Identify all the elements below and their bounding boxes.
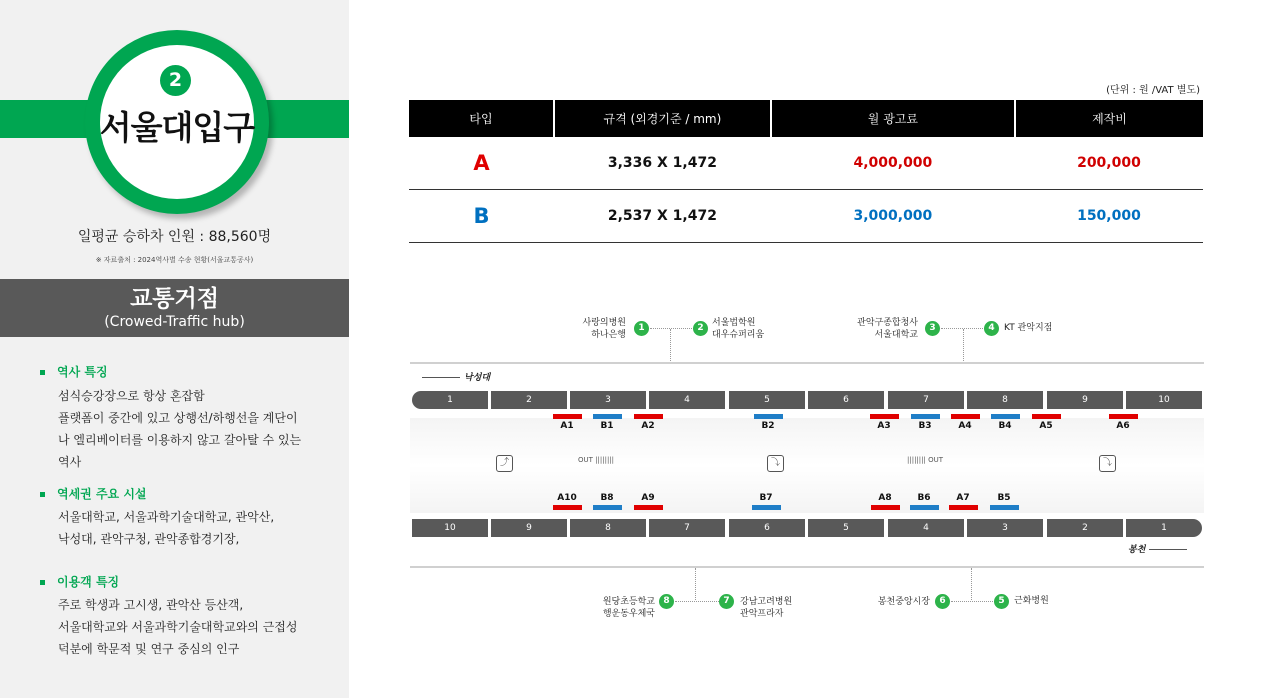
train-car: 9 [491,519,567,537]
exit-8-label: 원당초등학교 행운동우체국 [602,597,655,619]
exit-3-icon: 3 [925,321,940,336]
train-car: 3 [570,391,646,409]
train-car: 2 [491,391,567,409]
escalator-icon: ⤵ [767,455,784,472]
train-car: 6 [729,519,805,537]
train-car: 2 [1047,519,1123,537]
daily-riders: 일평균 승하차 인원 : 88,560명 [77,229,272,245]
train-car: 5 [808,519,884,537]
exit-2-icon: 2 [693,321,708,336]
ad-position-label: B7 [759,493,773,503]
type-cell: B [409,190,554,243]
exit-2-label: 서울법학원 대우슈퍼리움 [712,318,765,340]
ad-position-label: B3 [918,421,932,431]
col-header: 월 광고료 [771,100,1015,137]
exit-7-label: 강남고려병원 관악프라자 [740,597,793,619]
train-car: 4 [649,391,725,409]
ad-position-marker [593,414,622,419]
col-header: 제작비 [1015,100,1203,137]
train-car: 5 [729,391,805,409]
ad-position-marker [754,414,783,419]
ad-position-marker [949,505,978,510]
ad-position-marker [870,414,899,419]
exit-8-icon: 8 [659,594,674,609]
station-info-panel [0,0,349,698]
ad-position-label: B6 [917,493,931,503]
ad-position-marker [752,505,781,510]
exit-4-icon: 4 [984,321,999,336]
ad-position-label: A7 [956,493,970,503]
exit-1-icon: 1 [634,321,649,336]
exit-7-icon: 7 [719,594,734,609]
section-heading: 역세권 주요 시설 [40,485,147,502]
direction-top: 낙성대 [422,372,502,384]
hub-title: 교통거점 [130,286,219,312]
ad-position-marker [991,414,1020,419]
monthly-fee-cell: 4,000,000 [771,137,1015,190]
hub-banner [0,279,349,337]
escalator-icon: ⤵ [1099,455,1116,472]
ad-position-label: B2 [761,421,775,431]
ad-position-label: A1 [560,421,574,431]
ad-position-marker [634,505,663,510]
production-cost-cell: 200,000 [1015,137,1203,190]
ad-position-marker [593,505,622,510]
train-car: 10 [1126,391,1202,409]
price-table [409,100,1203,243]
section-body: 서울대학교, 서울과학기술대학교, 관악산, 낙성대, 관악구청, 관악종합경기장, [58,510,275,546]
ad-position-label: A4 [958,421,972,431]
ad-position-label: A5 [1039,421,1053,431]
ad-position-marker [990,505,1019,510]
train-car: 8 [570,519,646,537]
ad-position-marker [951,414,980,419]
ad-position-label: A6 [1116,421,1130,431]
train-car: 7 [888,391,964,409]
col-header: 규격 (외경기준 / mm) [554,100,771,137]
size-cell: 2,537 X 1,472 [554,190,771,243]
exit-gate: |||||||| OUT [907,456,944,464]
ad-position-label: A2 [641,421,655,431]
exit-4-label: KT 관악지점 [1004,323,1053,333]
stairs-icon: ⤴ [496,455,513,472]
exit-5-icon: 5 [994,594,1009,609]
ad-position-label: B5 [997,493,1011,503]
ad-position-label: B1 [600,421,614,431]
ad-position-marker [911,414,940,419]
exit-6-label: 봉천중앙시장 [877,597,930,607]
train-car: 3 [967,519,1043,537]
ad-position-marker [1032,414,1061,419]
ad-position-label: B4 [998,421,1012,431]
ad-position-marker [553,505,582,510]
platform-diagram [410,290,1204,630]
ad-position-marker [910,505,939,510]
hub-subtitle: (Crowed-Traffic hub) [104,314,245,330]
exit-gate: OUT |||||||| [578,456,615,464]
ad-position-label: B8 [600,493,614,503]
exit-1-label: 사랑의병원 하나은행 [582,318,626,340]
ad-position-label: A9 [641,493,655,503]
train-car: 1 [412,391,488,409]
col-header: 타입 [409,100,554,137]
direction-bottom: 봉천 [1128,544,1208,556]
section-body: 주로 학생과 고시생, 관악산 등산객, 서울대학교와 서울과학기술대학교와의 근접성 덕분에 학문적 및 연구 중심의 인구 [58,598,298,656]
production-cost-cell: 150,000 [1015,190,1203,243]
station-name: 서울대입구 [99,108,255,147]
train-car: 4 [888,519,964,537]
ad-position-label: A10 [557,493,577,503]
data-source-note: ※ 자료출처 : 2024역사별 수송 현황(서울교통공사) [95,256,254,264]
train-car: 6 [808,391,884,409]
train-car: 8 [967,391,1043,409]
ad-position-label: A3 [877,421,891,431]
section-heading: 역사 특징 [40,363,108,380]
exit-3-label: 관악구종합청사 서울대학교 [857,318,918,340]
ad-position-marker [634,414,663,419]
ad-position-marker [871,505,900,510]
train-car: 1 [1126,519,1202,537]
monthly-fee-cell: 3,000,000 [771,190,1015,243]
platform [410,418,1204,513]
table-row [409,190,1203,243]
table-row [409,137,1203,190]
ad-position-marker [1109,414,1138,419]
exit-5-label: 근화병원 [1014,596,1049,606]
exit-6-icon: 6 [935,594,950,609]
line-number-badge: 2 [160,65,191,96]
ad-position-label: A8 [878,493,892,503]
train-car: 9 [1047,391,1123,409]
train-car: 7 [649,519,725,537]
unit-note: (단위 : 원 /VAT 별도) [1106,85,1200,96]
ad-position-marker [553,414,582,419]
size-cell: 3,336 X 1,472 [554,137,771,190]
section-heading: 이용객 특징 [40,573,119,590]
section-body: 섬식승강장으로 항상 혼잡함 플랫폼이 중간에 있고 상행선/하행선을 계단이 나 엘리베이터를 이용하지 않고 갈아탈 수 있는 역사 [58,389,302,469]
type-cell: A [409,137,554,190]
train-car: 10 [412,519,488,537]
